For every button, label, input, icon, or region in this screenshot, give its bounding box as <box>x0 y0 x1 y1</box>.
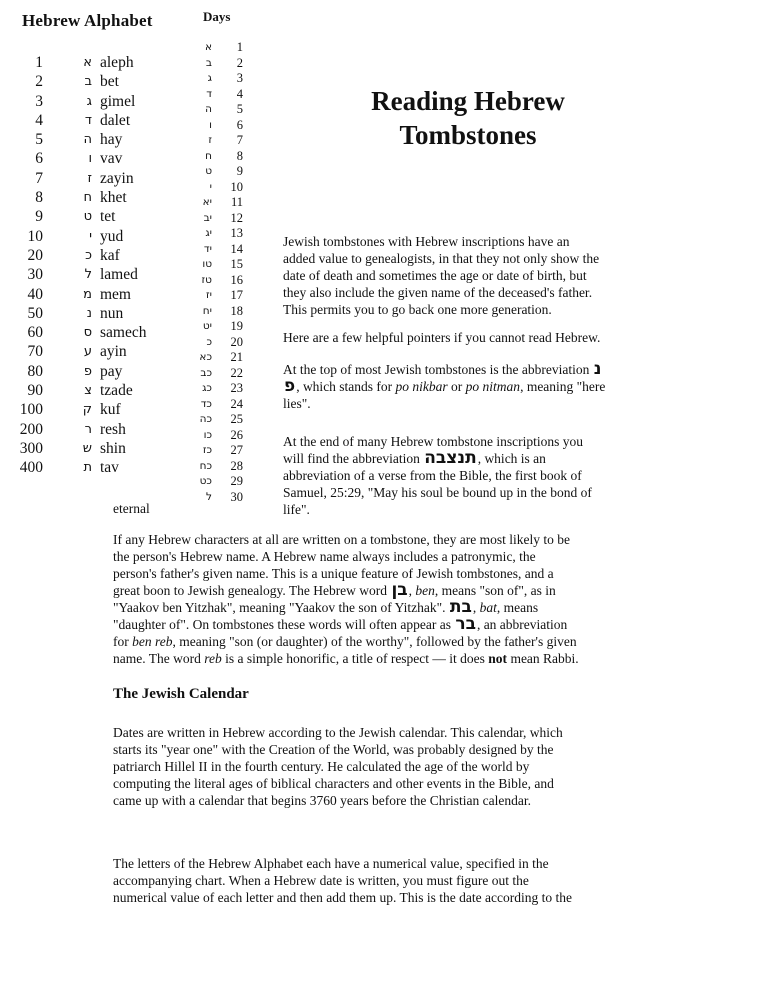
hebrew-letter: ת <box>83 460 92 476</box>
day-row <box>160 304 245 320</box>
day-row <box>160 350 245 366</box>
hebrew-letter: ט <box>83 209 92 225</box>
paragraph-numerical-value <box>113 855 572 906</box>
text-run: great boon to Jewish genealogy. The Hebrew word <box>113 583 391 598</box>
page-title-line-2: Tombstones <box>399 120 537 150</box>
text-run: po nikbar <box>395 379 448 394</box>
text-run: At the end of many Hebrew tombstone inscriptions you <box>283 434 583 449</box>
day-number: 10 <box>230 179 243 194</box>
hebrew-letter: ח <box>83 190 92 206</box>
letter-name: dalet <box>100 111 131 129</box>
hebrew-letter: ו <box>88 151 92 167</box>
letter-name: lamed <box>100 266 138 284</box>
day-row <box>160 319 245 335</box>
text-run: Here are a few helpful pointers if you cannot read Hebrew. <box>283 330 601 345</box>
hebrew-letter: פ <box>83 363 92 379</box>
day-hebrew-letter: ד <box>206 87 212 100</box>
day-hebrew-letter: כז <box>202 444 212 456</box>
letter-name: gimel <box>100 92 136 110</box>
paragraph-hebrew-name <box>113 531 579 667</box>
letter-name: mem <box>100 285 131 303</box>
text-line <box>283 395 605 412</box>
day-number: 17 <box>230 288 243 302</box>
hebrew-letter: ש <box>82 440 92 456</box>
day-row <box>160 490 245 506</box>
text-line <box>113 582 579 599</box>
day-number: 4 <box>236 86 243 101</box>
text-run: not <box>488 651 508 666</box>
text-line <box>283 378 605 395</box>
text-run: life". <box>283 502 310 517</box>
text-run: accompanying chart. When a Hebrew date is written, you must figure out the <box>113 873 529 888</box>
text-line <box>283 233 599 250</box>
text-run: is a simple honorific, a title of respect — it does <box>221 651 489 666</box>
hebrew-letter: ג <box>86 93 92 109</box>
day-row <box>160 257 245 273</box>
day-number: 2 <box>236 55 243 70</box>
letter-value: 4 <box>35 111 43 129</box>
day-hebrew-letter: כד <box>200 397 212 410</box>
hebrew-letter: ז <box>87 170 92 186</box>
paragraph-abbrev-end <box>283 433 592 518</box>
text-line <box>113 724 563 741</box>
text-run: computing the literal ages of biblical characters and other events in the Bible, and <box>113 776 554 791</box>
text-line <box>113 633 579 650</box>
letter-name: zayin <box>100 169 134 187</box>
day-hebrew-letter: כו <box>203 428 212 441</box>
day-number: 8 <box>236 148 243 163</box>
letter-value: 9 <box>35 208 43 226</box>
text-line <box>283 501 592 518</box>
day-row <box>160 443 245 459</box>
text-line <box>283 450 592 467</box>
day-row <box>160 412 245 428</box>
text-run: ben reb <box>132 634 173 649</box>
day-row <box>160 397 245 413</box>
text-run: for <box>113 634 133 649</box>
day-number: 9 <box>236 164 243 178</box>
text-run: person's father's given name. This is a unique feature of Jewish tombstones, and a <box>113 566 554 581</box>
text-run: , means "son of", as in <box>434 583 556 598</box>
day-hebrew-letter: ב <box>205 56 212 69</box>
day-row <box>160 273 245 289</box>
day-hebrew-letter: יא <box>202 196 212 208</box>
day-number: 27 <box>230 443 243 457</box>
day-row <box>160 366 245 382</box>
text-run: lies". <box>283 396 311 411</box>
day-hebrew-letter: כט <box>199 475 212 487</box>
day-hebrew-letter: כ <box>206 335 212 348</box>
hebrew-letter: כ <box>85 247 92 263</box>
text-run: bat <box>479 600 497 615</box>
text-run: patriarch Hillel II in the fourth century. He calculated the age of the world by <box>113 759 530 774</box>
day-row <box>160 133 245 149</box>
days-column-title: Days <box>203 9 231 24</box>
day-number: 18 <box>230 303 243 318</box>
text-run: name. The word <box>113 651 205 666</box>
letter-name: khet <box>100 189 127 207</box>
hebrew-word: בר <box>455 614 476 634</box>
day-row <box>160 195 245 211</box>
day-number: 1 <box>236 40 243 54</box>
text-line <box>113 775 563 792</box>
hebrew-letter: ב <box>84 74 92 90</box>
day-hebrew-letter: כג <box>202 382 212 394</box>
day-hebrew-letter: ו <box>209 118 212 131</box>
letter-value: 80 <box>27 362 43 380</box>
letter-value: 1 <box>35 54 43 71</box>
day-hebrew-letter: כא <box>199 351 212 363</box>
letter-value: 10 <box>27 227 43 245</box>
text-line <box>113 792 563 809</box>
text-run: Samuel, 25:29, "May his soul be bound up in the bond of <box>283 485 592 500</box>
day-row <box>160 242 245 258</box>
paragraph-pointers <box>283 329 600 346</box>
letter-name: shin <box>100 439 126 457</box>
letter-name: tav <box>100 459 119 477</box>
text-run: , meaning "son (or daughter) of the worthy", followed by the father's given <box>172 634 577 649</box>
hebrew-letter: ה <box>83 132 92 148</box>
text-line <box>283 267 599 284</box>
letter-name: samech <box>100 324 147 342</box>
letter-name: vav <box>100 150 123 168</box>
letter-value: 300 <box>19 439 43 457</box>
text-run: , which is an <box>477 451 546 466</box>
text-run: , <box>472 600 480 615</box>
day-row <box>160 180 245 196</box>
text-run: "Yaakov ben Yitzhak", meaning "Yaakov the son of Yitzhak". <box>113 600 449 615</box>
hebrew-letter: י <box>89 228 92 244</box>
letter-value: 50 <box>27 304 43 322</box>
day-number: 3 <box>236 71 243 85</box>
text-run: , <box>408 583 416 598</box>
day-row <box>160 164 245 180</box>
day-number: 15 <box>230 257 243 271</box>
day-hebrew-letter: י <box>209 180 212 193</box>
day-number: 19 <box>230 319 243 333</box>
day-number: 21 <box>230 350 243 364</box>
day-hebrew-letter: יח <box>202 304 212 317</box>
hebrew-word: בן <box>391 580 408 600</box>
text-run: po nitman <box>465 379 521 394</box>
text-run: date of death and sometimes the age or date of birth, but <box>283 268 587 283</box>
day-number: 5 <box>236 102 243 116</box>
letter-name: bet <box>100 73 119 91</box>
day-hebrew-letter: ה <box>205 103 212 115</box>
letter-value: 60 <box>27 324 43 342</box>
day-number: 24 <box>230 396 243 411</box>
text-run: , meaning "here <box>520 379 606 394</box>
hebrew-word: פ <box>284 376 296 396</box>
text-line <box>113 650 579 667</box>
day-number: 6 <box>236 117 243 132</box>
day-row <box>160 102 245 118</box>
hebrew-letter: נ <box>86 305 92 321</box>
text-run: If any Hebrew characters at all are written on a tombstone, they are most likely to be <box>113 532 570 547</box>
text-line <box>113 741 563 758</box>
hebrew-word: תנצבה <box>424 448 477 468</box>
day-row <box>160 71 245 87</box>
day-row <box>160 149 245 165</box>
paragraph-intro <box>283 233 599 318</box>
day-hebrew-letter: יב <box>203 211 212 224</box>
text-line <box>113 855 572 872</box>
day-row <box>160 211 245 227</box>
day-row <box>160 87 245 103</box>
day-hebrew-letter: יז <box>206 289 212 301</box>
letter-value: 90 <box>27 382 43 400</box>
text-run: At the top of most Jewish tombstones is the abbreviation <box>283 362 593 377</box>
hebrew-letter: ק <box>82 402 92 418</box>
text-line <box>113 599 579 616</box>
day-number: 16 <box>230 272 243 287</box>
letter-value: 100 <box>19 401 43 419</box>
day-row <box>160 40 245 56</box>
text-run: , an abbreviation <box>476 617 568 632</box>
letter-value: 200 <box>19 420 43 438</box>
day-hebrew-letter: יג <box>205 227 212 239</box>
paragraph-calendar <box>113 724 563 809</box>
day-hebrew-letter: טז <box>201 273 212 286</box>
text-line <box>283 301 599 318</box>
text-run: Jewish tombstones with Hebrew inscriptions have an <box>283 234 570 249</box>
letter-name: tet <box>100 208 116 226</box>
text-line <box>113 872 572 889</box>
chart-footnote: eternal <box>113 501 150 516</box>
section-heading-jewish-calendar: The Jewish Calendar <box>113 686 249 702</box>
day-row <box>160 335 245 351</box>
text-run: Dates are written in Hebrew according to the Jewish calendar. This calendar, which <box>113 725 563 740</box>
text-run: The letters of the Hebrew Alphabet each have a numerical value, specified in the <box>113 856 549 871</box>
text-run: came up with a calendar that begins 3760 years before the Christian calendar. <box>113 793 531 808</box>
hebrew-letter: ר <box>84 421 92 437</box>
hebrew-word: בת <box>449 597 472 617</box>
letter-name: kuf <box>100 401 121 419</box>
text-line <box>283 284 599 301</box>
hebrew-letter: א <box>83 55 92 70</box>
day-hebrew-letter: יט <box>202 320 212 332</box>
text-run: starts its "year one" with the Creation of the World, was probably designed by the <box>113 742 554 757</box>
letter-name: pay <box>100 362 123 380</box>
day-row <box>160 226 245 242</box>
day-number: 25 <box>230 412 243 426</box>
text-run: they also include the given name of the deceased's father. <box>283 285 593 300</box>
text-line <box>113 616 579 633</box>
day-number: 23 <box>230 381 243 395</box>
hebrew-letter: ס <box>83 325 92 341</box>
letter-name: tzade <box>100 382 133 400</box>
day-row <box>160 428 245 444</box>
day-number: 29 <box>230 474 243 488</box>
paragraph-abbrev-top <box>283 361 605 412</box>
letter-value: 400 <box>19 459 43 477</box>
hebrew-letter: ל <box>84 267 92 283</box>
day-row <box>160 118 245 134</box>
day-hebrew-letter: טו <box>202 258 212 270</box>
text-run: added value to genealogists, in that they not only show the <box>283 251 600 266</box>
letter-value: 6 <box>35 150 43 168</box>
text-line <box>113 889 572 906</box>
text-run: or <box>447 379 466 394</box>
text-line <box>283 250 599 267</box>
letter-value: 20 <box>27 246 43 264</box>
text-line <box>283 361 605 378</box>
day-number: 12 <box>230 210 243 225</box>
letter-name: ayin <box>100 343 127 361</box>
letter-name: kaf <box>100 246 120 264</box>
letter-name: hay <box>100 131 123 149</box>
text-run: will find the abbreviation <box>283 451 424 466</box>
day-number: 22 <box>230 365 243 380</box>
text-run: reb <box>204 651 222 666</box>
alphabet-chart-title: Hebrew Alphabet <box>22 11 153 30</box>
day-number: 13 <box>230 226 243 240</box>
text-line <box>283 467 592 484</box>
letter-name: aleph <box>100 54 134 71</box>
text-line <box>113 531 579 548</box>
text-run: "daughter of". On tombstones these words will often appear as <box>113 617 455 632</box>
letter-value: 5 <box>35 131 43 149</box>
day-row <box>160 56 245 72</box>
text-run: abbreviation of a verse from the Bible, the first book of <box>283 468 582 483</box>
day-number: 28 <box>230 458 243 473</box>
hebrew-word: נ <box>593 359 602 379</box>
letter-name: yud <box>100 227 124 245</box>
letter-name: resh <box>100 420 126 438</box>
text-line <box>113 565 579 582</box>
letter-value: 3 <box>35 92 43 110</box>
day-hebrew-letter: כח <box>199 459 212 472</box>
text-run: the person's Hebrew name. A Hebrew name always includes a patronymic, the <box>113 549 536 564</box>
text-run: numerical value of each letter and then add them up. This is the date according to the <box>113 890 572 905</box>
letter-value: 30 <box>27 266 43 284</box>
day-row <box>160 381 245 397</box>
days-table <box>160 40 245 505</box>
day-hebrew-letter: כב <box>200 366 212 379</box>
hebrew-letter: מ <box>83 286 92 302</box>
letter-value: 7 <box>35 169 43 187</box>
page-title <box>282 84 654 152</box>
text-run: This permits you to go back one more generation. <box>283 302 552 317</box>
text-line <box>283 329 600 346</box>
day-number: 30 <box>230 489 243 504</box>
day-hebrew-letter: יד <box>203 242 212 255</box>
letter-name: nun <box>100 304 124 322</box>
day-hebrew-letter: ז <box>208 134 212 146</box>
day-number: 14 <box>230 241 243 256</box>
text-run: mean Rabbi. <box>507 651 579 666</box>
day-hebrew-letter: ל <box>206 490 212 503</box>
day-hebrew-letter: כה <box>199 413 212 425</box>
letter-value: 70 <box>27 343 43 361</box>
day-hebrew-letter: א <box>204 41 212 53</box>
hebrew-letter: ע <box>83 344 92 360</box>
letter-value: 2 <box>35 73 43 91</box>
day-row <box>160 459 245 475</box>
page-title-line-1: Reading Hebrew <box>371 86 565 116</box>
text-run: ben <box>415 583 435 598</box>
letter-value: 8 <box>35 189 43 207</box>
text-run: , means <box>496 600 539 615</box>
text-line <box>113 758 563 775</box>
day-number: 20 <box>230 334 243 349</box>
day-hebrew-letter: ט <box>205 165 212 177</box>
hebrew-letter: ד <box>84 112 92 128</box>
text-run: , which stands for <box>296 379 396 394</box>
day-row <box>160 288 245 304</box>
letter-value: 40 <box>27 285 43 303</box>
day-row <box>160 474 245 490</box>
day-number: 26 <box>230 427 243 442</box>
text-line <box>283 484 592 501</box>
day-number: 7 <box>236 133 243 147</box>
text-line <box>113 548 579 565</box>
day-hebrew-letter: ג <box>207 72 212 84</box>
hebrew-letter: צ <box>84 383 92 399</box>
day-hebrew-letter: ח <box>205 149 212 162</box>
day-number: 11 <box>230 195 243 209</box>
